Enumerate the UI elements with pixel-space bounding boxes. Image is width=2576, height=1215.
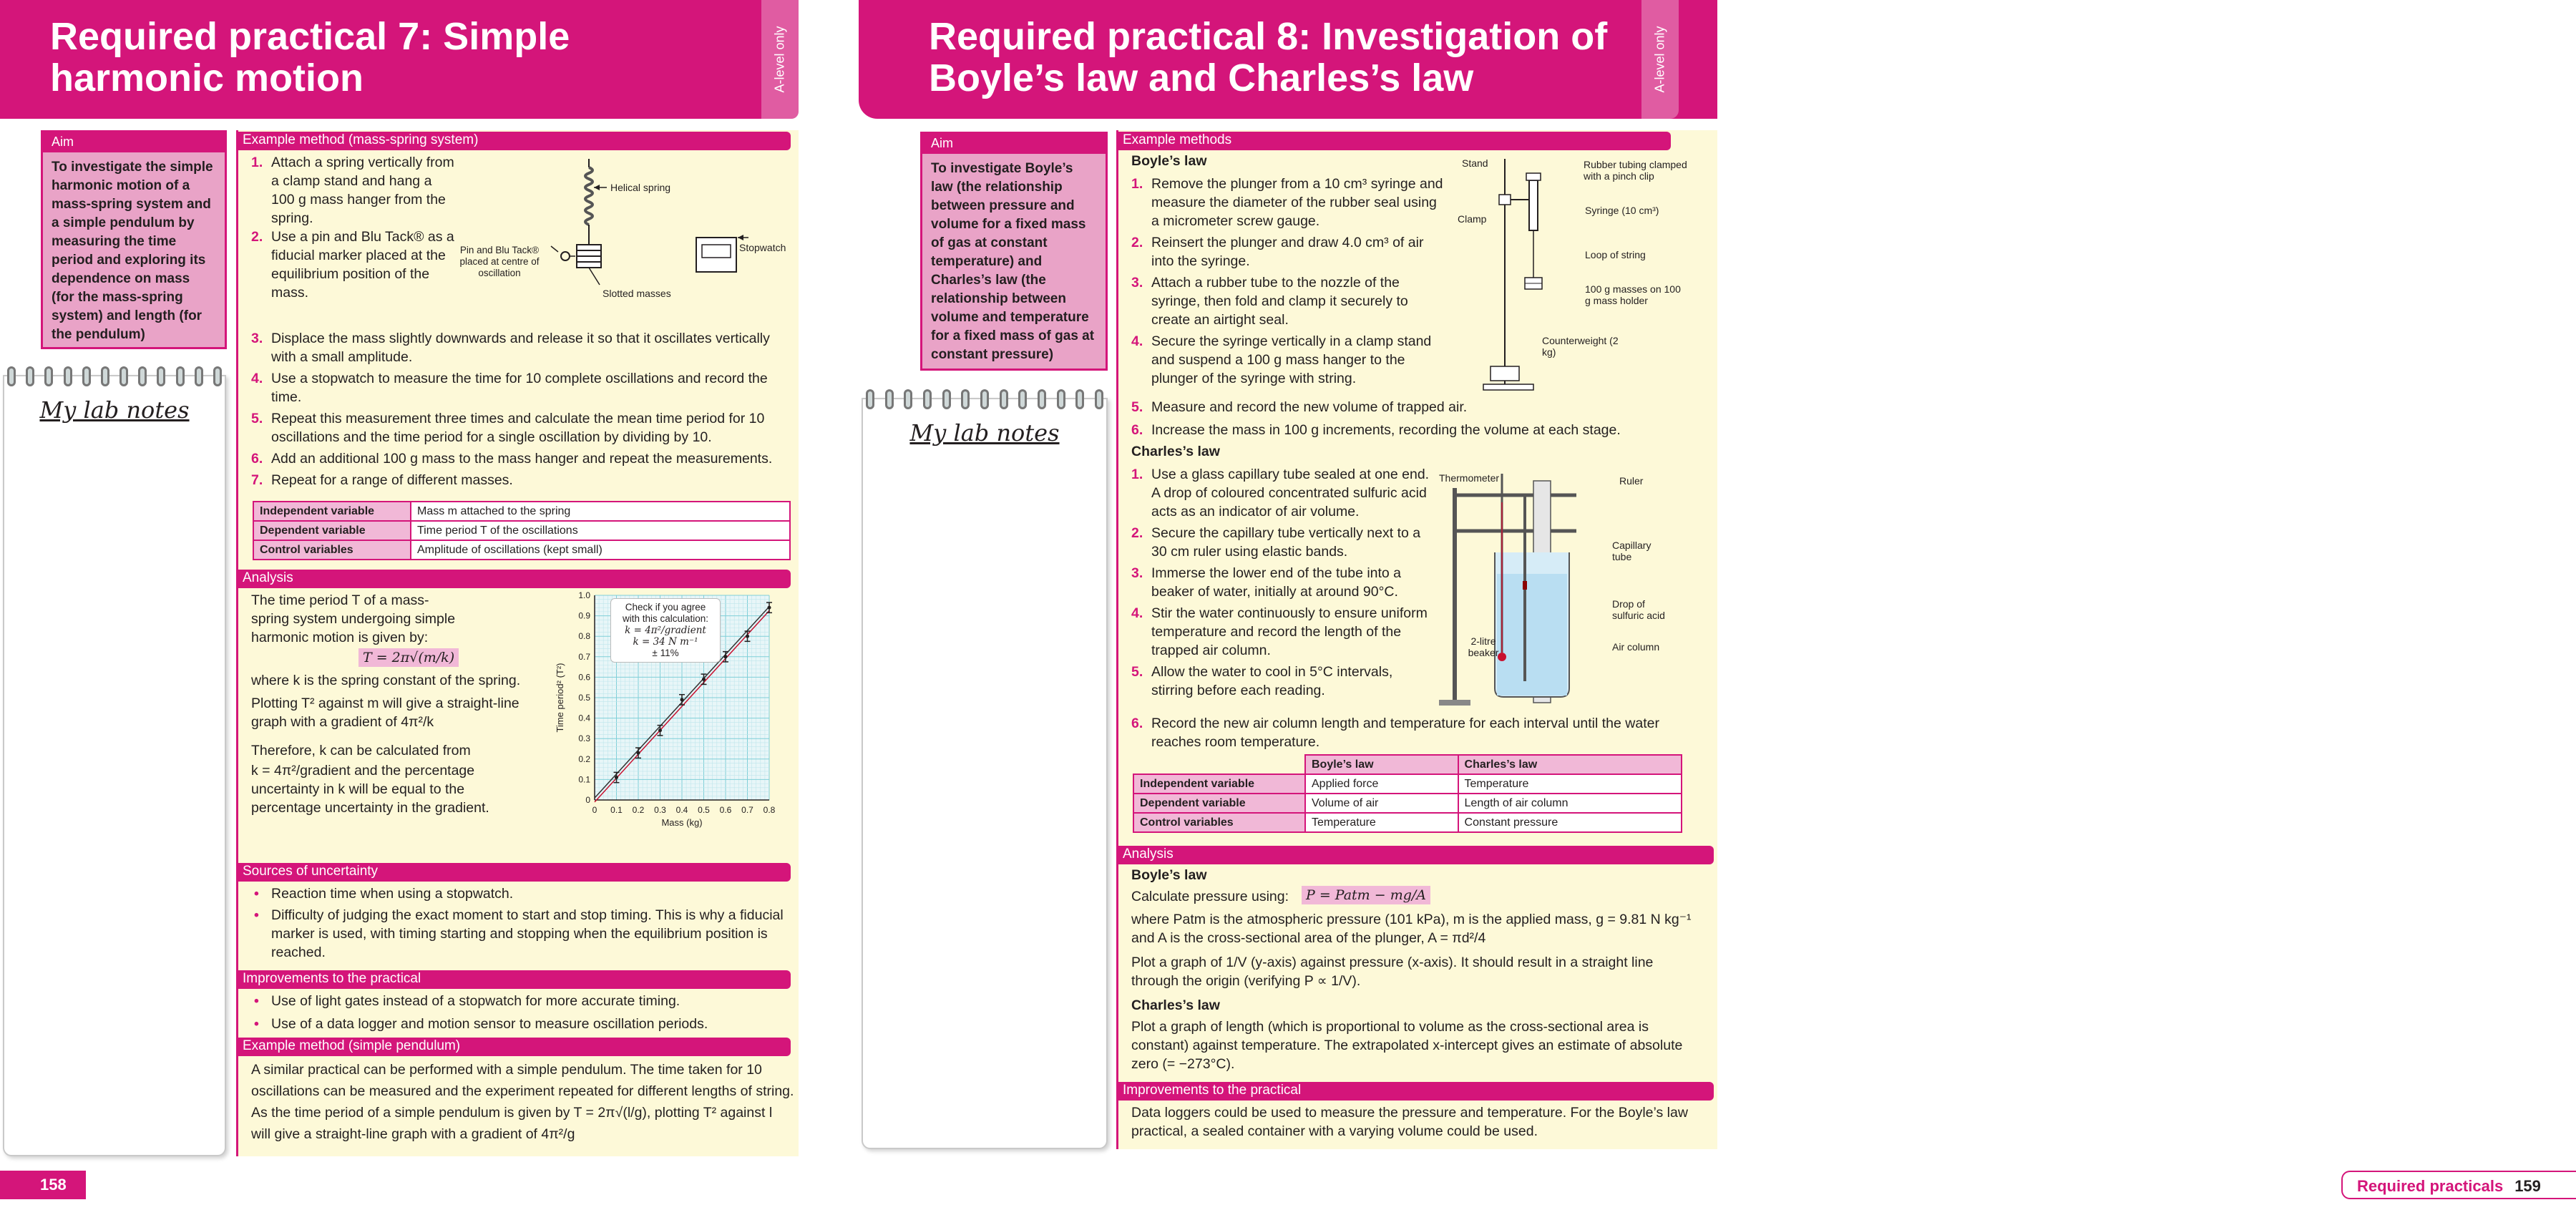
analysis-heading: Analysis (238, 570, 791, 588)
analysis-boyle-heading: Boyle’s law (1131, 867, 1207, 883)
list-item: • Difficulty of judging the exact moment to start and stop timing. This is why a fiducial marker is used, with timing starting and stopping when the equilibrium position is reached. (251, 906, 795, 962)
table-row: Boyle’s law Charles’s law (1133, 755, 1682, 774)
air-column-label: Air column (1612, 641, 1660, 653)
masses-label: 100 g masses on 100 g mass holder (1585, 283, 1681, 306)
method-step: 3. Immerse the lower end of the tube into a beaker of water, initially at around 90°C. (1131, 565, 1402, 600)
aim-text: To investigate the simple harmonic motion of a mass-spring system and a simple pendulum by measuring the time period and exploring its dependence on mass (for the mass-spring system) and length (for the pendulum) (52, 160, 213, 342)
charles-steps-cont (1131, 714, 1704, 751)
alevel-label: A-level only (772, 26, 787, 93)
data-point (724, 655, 728, 658)
lab-notes-title: My lab notes (39, 396, 190, 424)
analysis-boyle-p2: where Patm is the atmospheric pressure (101 kPa), m is the applied mass, g = 9.81 N kg⁻¹ and A is the cross-sectional area of the plunger, A = πd²/4 (1131, 912, 1692, 946)
y-tick-label: 0 (585, 795, 590, 805)
notebook-rings (866, 389, 1103, 409)
chart-callout (610, 598, 721, 663)
masses-label: Slotted masses (602, 288, 671, 299)
analysis-heading: Analysis (1118, 846, 1714, 864)
table-row: Dependent variable Volume of air Length of air column (1133, 794, 1682, 813)
aim-box (920, 132, 1108, 371)
alevel-label: A-level only (1652, 26, 1667, 93)
page-title: Required practical 7: Simple harmonic motion (50, 15, 570, 99)
y-tick-label: 1.0 (578, 590, 590, 600)
table-row: Independent variable Applied force Temperature (1133, 774, 1682, 794)
x-tick-label: 0.2 (632, 805, 645, 815)
y-tick-label: 0.8 (578, 631, 590, 642)
beaker-label: 2-litre beaker (1468, 635, 1499, 658)
callout-line: k = 4π²/gradient (625, 625, 706, 636)
boyle-heading: Boyle’s law (1131, 153, 1207, 169)
content-panel (236, 130, 799, 1156)
analysis-p5: k = 4π²/gradient and the percentage uncertainty in k will be equal to the percentage uncertainty in the gradient. (251, 763, 489, 816)
method-step: 6. Increase the mass in 100 g increments, recording the volume at each stage. (1131, 422, 1621, 438)
stopwatch-label: Stopwatch (739, 242, 786, 253)
data-point (637, 751, 640, 755)
method-step: 3. Displace the mass slightly downwards and release it so that it oscillates vertically with a small amplitude. (251, 331, 770, 365)
method-step: 5. Allow the water to cool in 5°C intervals, stirring before each reading. (1131, 664, 1393, 698)
data-point (680, 698, 684, 701)
improvements-heading: Improvements to the practical (1118, 1082, 1714, 1101)
syringe-label: Syringe (10 cm³) (1585, 205, 1659, 216)
list-item: • Use of a data logger and motion sensor to measure oscillation periods. (251, 1015, 795, 1033)
analysis-p4: Therefore, k can be calculated from (251, 743, 471, 758)
page-number-left: 158 (0, 1171, 86, 1199)
title-bar (859, 0, 1717, 119)
method-step: 5. Repeat this measurement three times and calculate the mean time period for 10 oscillations and the time period for a single oscillation by dividing by 10. (251, 411, 765, 445)
pressure-formula: P = Patm − mg/A (1302, 886, 1430, 904)
page-159 (859, 0, 2541, 1215)
analysis-charles-heading: Charles’s law (1131, 997, 1220, 1013)
charles-steps (1131, 465, 1430, 700)
callout-line: k = 34 N m⁻¹ (633, 636, 698, 648)
variables-table (1133, 754, 1682, 833)
uncertainty-heading: Sources of uncertainty (238, 863, 791, 882)
method-step: 4. Use a stopwatch to measure the time for 10 complete oscillations and record the time. (251, 371, 768, 405)
improvements-text: Data loggers could be used to measure the pressure and temperature. For the Boyle’s law practical, a sealed container with a varying volume could be used. (1131, 1105, 1688, 1139)
thermometer-label: Thermometer (1439, 472, 1500, 484)
method-step: 4. Stir the water continuously to ensure uniform temperature and record the length of the trapped air column. (1131, 605, 1428, 658)
analysis-boyle-p3: Plot a graph of 1/V (y-axis) against pressure (x-axis). It should result in a straight line through the origin (verifying P ∝ 1/V). (1131, 955, 1654, 989)
pendulum-text: A similar practical can be performed with a simple pendulum. The time taken for 10 oscillations can be measured and the experiment repeated for different lengths of string. As the time period of a simple pendulum is given by T = 2π√(l/g), plotting T² against l will give a straight-line graph with a gradient of 4π²/g (251, 1062, 794, 1142)
charles-diagram (1433, 474, 1691, 710)
x-tick-label: 0.6 (719, 805, 732, 815)
improvements-list (251, 992, 795, 1033)
y-tick-label: 0.1 (578, 774, 590, 785)
table-row: Dependent variable Time period T of the oscillations (253, 521, 790, 540)
method-step: 1. Attach a spring vertically from a clamp stand and hang a 100 g mass hanger from the spring. (251, 155, 454, 226)
analysis-p3: Plotting T² against m will give a straight-line graph with a gradient of 4π²/k (251, 696, 519, 730)
y-tick-label: 0.3 (578, 733, 590, 744)
method-step: 6. Add an additional 100 g mass to the mass hanger and repeat the measurements. (251, 451, 773, 467)
drop-label: Drop of sulfuric acid (1612, 598, 1665, 621)
alevel-tab (761, 0, 799, 119)
loop-label: Loop of string (1585, 249, 1646, 260)
y-tick-label: 0.5 (578, 693, 590, 703)
method-step: 2. Reinsert the plunger and draw 4.0 cm³ of air into the syringe. (1131, 235, 1424, 269)
method-step: 1. Use a glass capillary tube sealed at one end. A drop of coloured concentrated sulfuric acid acts as an indicator of air volume. (1131, 467, 1430, 519)
data-point (615, 776, 618, 779)
tubing-label: Rubber tubing clamped with a pinch clip (1584, 159, 1687, 182)
x-tick-label: 0.5 (698, 805, 710, 815)
method-heading: Example method (mass-spring system) (238, 132, 791, 150)
analysis-p2: where k is the spring constant of the spring. (251, 673, 521, 688)
y-tick-label: 0.4 (578, 713, 590, 723)
table-row: Independent variable Mass m attached to the spring (253, 502, 790, 521)
callout-line: with this calculation: (622, 613, 709, 624)
method-step: 5. Measure and record the new volume of trapped air. (1131, 399, 1468, 415)
content-panel (1116, 130, 1717, 1149)
method-step: 7. Repeat for a range of different masses. (251, 472, 513, 488)
boyle-diagram (1455, 152, 1698, 395)
x-tick-label: 0.7 (741, 805, 753, 815)
list-item: • Use of light gates instead of a stopwatch for more accurate timing. (251, 992, 795, 1010)
pendulum-heading: Example method (simple pendulum) (238, 1038, 791, 1056)
data-point (746, 635, 749, 638)
spring-label: Helical spring (610, 182, 671, 193)
analysis-boyle-p1: Calculate pressure using: (1131, 889, 1289, 904)
y-tick-label: 0.6 (578, 672, 590, 683)
counterweight-label: Counterweight (2 kg) (1542, 335, 1619, 358)
x-tick-label: 0 (592, 805, 597, 815)
alevel-tab (1641, 0, 1679, 119)
title-bar (0, 0, 799, 119)
shm-formula: T = 2π√(m/k) (358, 648, 459, 667)
y-tick-label: 0.7 (578, 651, 590, 662)
aim-heading: Aim (922, 134, 1106, 154)
method-steps-top (251, 153, 459, 302)
table-row: Control variables Amplitude of oscillations (kept small) (253, 540, 790, 560)
clamp-label: Clamp (1458, 213, 1487, 225)
method-step: 1. Remove the plunger from a 10 cm³ syringe and measure the diameter of the rubber seal using a micrometer screw gauge. (1131, 176, 1443, 229)
callout-line: ± 11% (652, 648, 679, 658)
y-tick-label: 0.2 (578, 753, 590, 764)
analysis-charles-p1: Plot a graph of length (which is proportional to volume as the cross-sectional area is constant) against temperature. The extrapolated x-intercept gives an estimate of absolute zero (= −273°C). (1131, 1019, 1683, 1072)
marker-label: Pin and Blu Tack® placed at centre of oscillation (459, 245, 540, 278)
method-step: 4. Secure the syringe vertically in a clamp stand and suspend a 100 g mass hanger to the plunger of the syringe with string. (1131, 333, 1432, 386)
method-step: 6. Record the new air column length and temperature for each interval until the water reaches room temperature. (1131, 716, 1659, 750)
aim-heading: Aim (43, 132, 225, 152)
aim-text: To investigate Boyle’s law (the relationship between pressure and volume for a fixed mass of gas at constant temperature) and Charles’s law (the relationship between volume and temperature for a fixed mass of gas at constant pressure) (931, 161, 1095, 362)
footer-label: Required practicals (2357, 1177, 2504, 1195)
table-row: Control variables Temperature Constant pressure (1133, 813, 1682, 832)
boyle-steps (1131, 175, 1446, 388)
ruler-label: Ruler (1619, 475, 1644, 487)
x-tick-label: 0.8 (763, 805, 776, 815)
page-title: Required practical 8: Investigation of Boyle’s law and Charles’s law (929, 15, 1608, 99)
notebook-rings (7, 366, 222, 386)
data-point (768, 606, 771, 610)
x-tick-label: 0.1 (610, 805, 623, 815)
improvements-heading: Improvements to the practical (238, 970, 791, 989)
data-point (658, 728, 662, 732)
lab-notebook[interactable] (3, 375, 226, 1156)
x-axis-label: Mass (kg) (661, 817, 703, 828)
y-axis-label: Time period² (T²) (555, 663, 565, 733)
page-footer-right (2341, 1171, 2576, 1199)
charles-heading: Charles’s law (1131, 444, 1220, 459)
analysis-p1: The time period T of a mass-spring system undergoing simple harmonic motion is given by: (251, 592, 456, 645)
callout-line: Check if you agree (625, 602, 706, 613)
lab-notes-title: My lab notes (909, 419, 1060, 447)
aim-box (41, 130, 227, 349)
uncertainty-list (251, 884, 795, 962)
method-steps-bottom (251, 329, 795, 489)
variables-table (253, 501, 791, 560)
page-number-right: 159 (2514, 1177, 2541, 1195)
capillary-label: Capillary tube (1612, 540, 1652, 562)
method-step: 2. Use a pin and Blu Tack® as a fiducial marker placed at the equilibrium position of the mass. (251, 229, 454, 301)
lab-notebook[interactable] (862, 398, 1108, 1149)
list-item: • Reaction time when using a stopwatch. (251, 884, 795, 903)
boyle-steps-cont (1131, 398, 1704, 439)
method-step: 3. Attach a rubber tube to the nozzle of the syringe, then fold and clamp it securely to create an airtight seal. (1131, 275, 1408, 328)
data-point (702, 678, 706, 681)
x-tick-label: 0.3 (654, 805, 666, 815)
method-step: 2. Secure the capillary tube vertically next to a 30 cm ruler using elastic bands. (1131, 525, 1421, 560)
stand-label: Stand (1462, 157, 1488, 169)
x-tick-label: 0.4 (675, 805, 688, 815)
page-158 (0, 0, 799, 1215)
methods-heading: Example methods (1118, 132, 1671, 150)
y-tick-label: 0.9 (578, 610, 590, 621)
